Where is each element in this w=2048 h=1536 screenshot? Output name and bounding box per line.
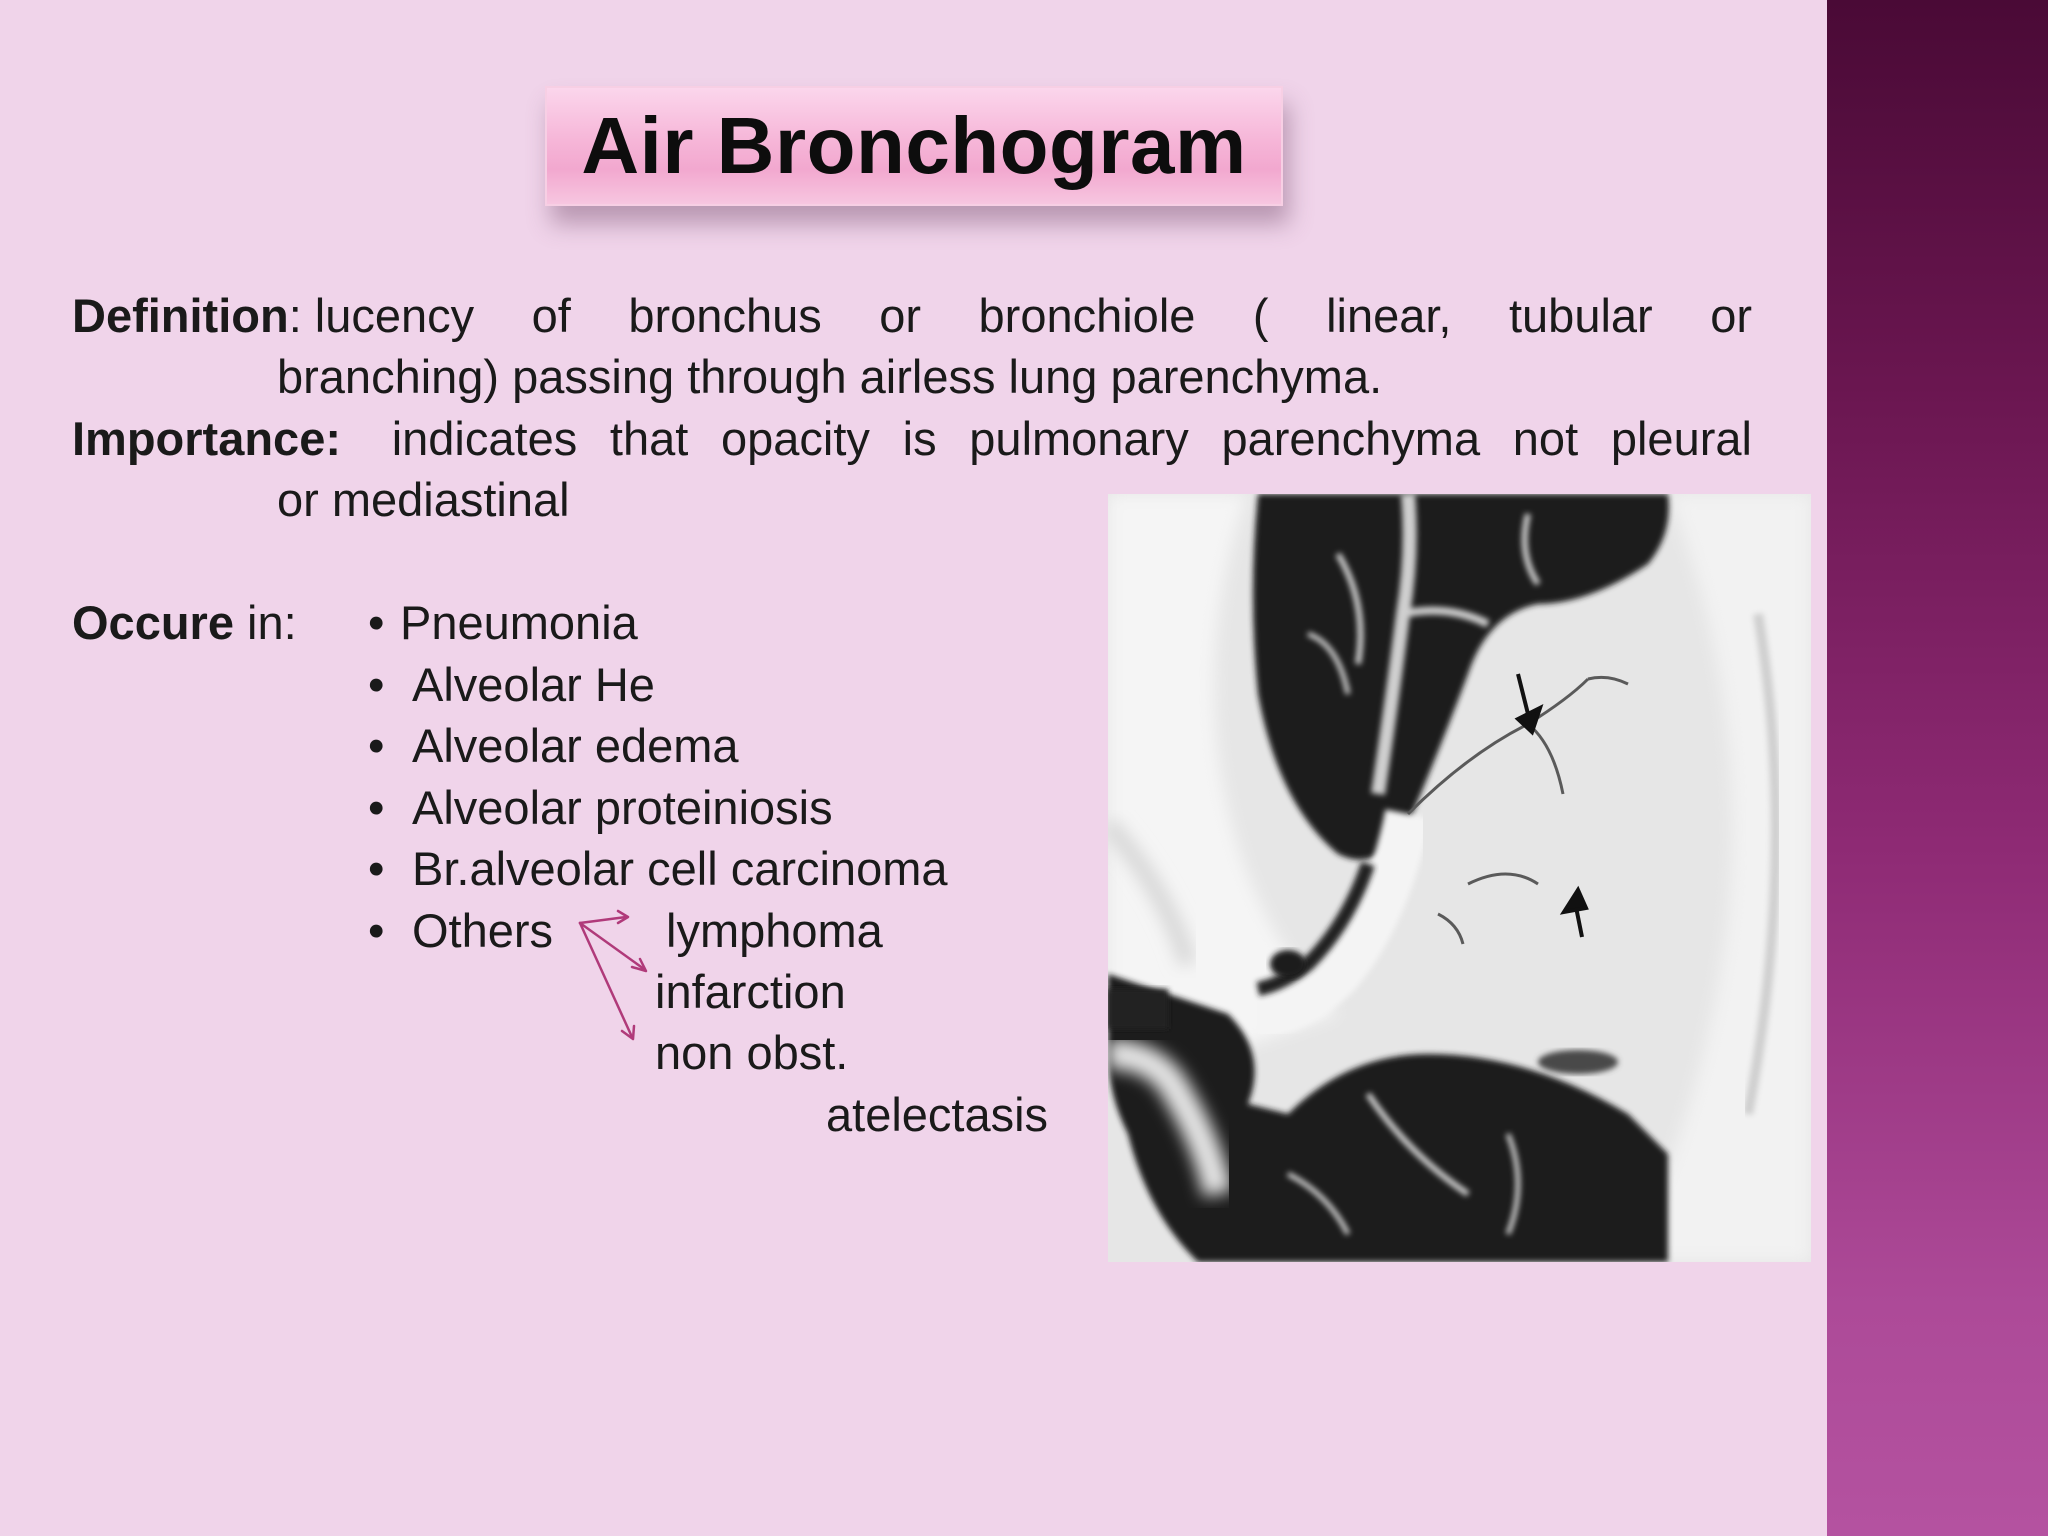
- others-arrows-icon: [570, 905, 652, 1045]
- occurs-label: Occure in:: [72, 596, 297, 649]
- importance-label: Importance:: [72, 412, 341, 465]
- others-item-atelectasis: atelectasis: [826, 1088, 1049, 1141]
- others-item-infarction: infarction: [655, 965, 846, 1018]
- importance-line-2: or mediastinal: [277, 473, 570, 526]
- ct-scan-image: [1108, 494, 1811, 1262]
- ct-scan-drawing: [1108, 494, 1811, 1262]
- importance-line-1: Importance: indicates that opacity is pulmonary parenchyma not pleural: [72, 408, 1752, 469]
- others-item-non-obst: non obst.: [655, 1026, 849, 1079]
- definition-label: Definition: [72, 289, 289, 342]
- list-item: • Alveolar proteiniosis: [368, 780, 833, 834]
- list-item: • Pneumonia: [368, 596, 638, 649]
- others-item-lymphoma: lymphoma: [666, 904, 883, 957]
- list-item: • Br.alveolar cell carcinoma: [368, 842, 948, 895]
- definition-first-word: Definition: lucency: [72, 289, 475, 342]
- slide-title: Air Bronchogram: [581, 101, 1247, 190]
- title-box: [545, 86, 1283, 206]
- list-item: • Alveolar edema: [368, 719, 739, 772]
- definition-line-1: Definition: lucency of bronchus or bronchiole ( linear, tubular or: [72, 285, 1752, 346]
- list-item: • Others: [368, 903, 554, 957]
- list-item: • Alveolar He: [368, 657, 655, 711]
- side-bar: [1827, 0, 2048, 1536]
- definition-line-2: branching) passing through airless lung parenchyma.: [277, 350, 1383, 403]
